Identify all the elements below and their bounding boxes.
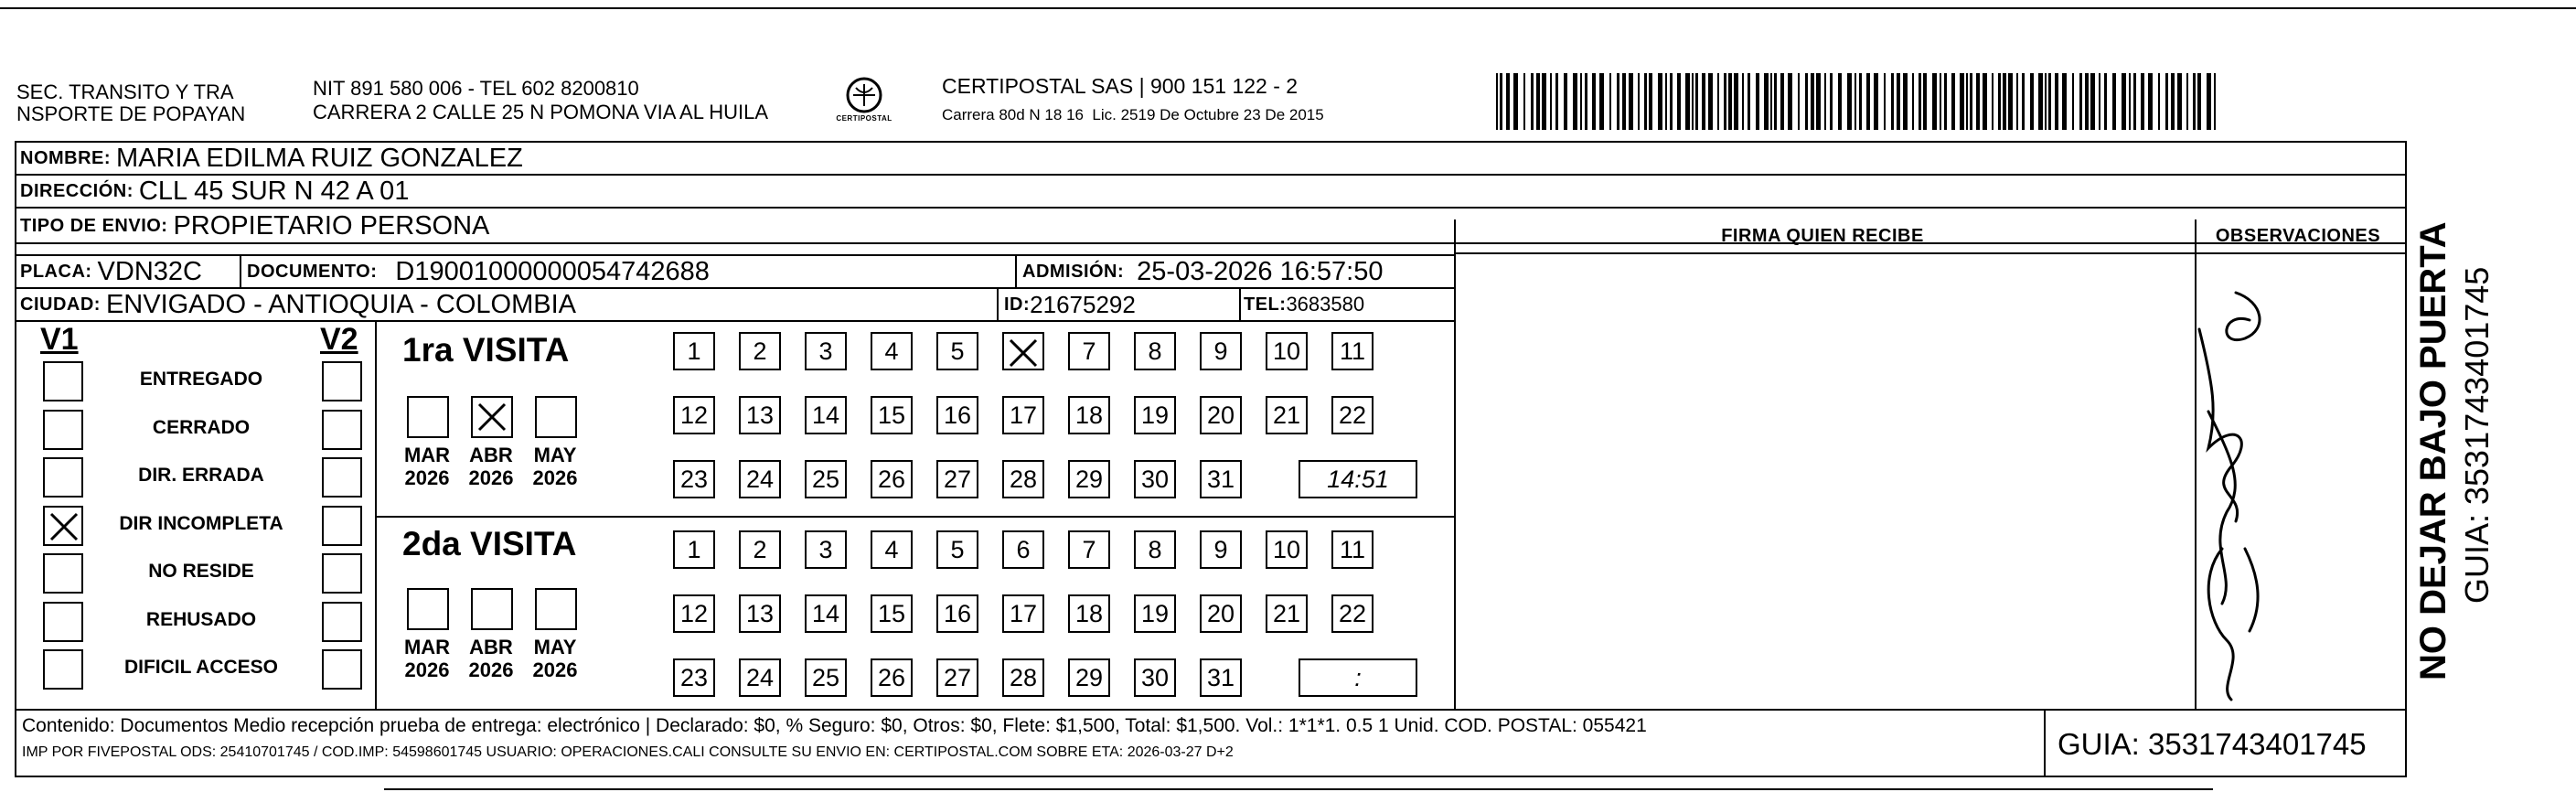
firma-header-underline [1456, 252, 2407, 254]
day-box: 2 [739, 332, 781, 370]
status-label: ENTREGADO [139, 369, 263, 390]
barcode-bar [1903, 73, 1908, 130]
barcode-bar [2171, 73, 2175, 130]
nombre-field [20, 141, 523, 176]
day-box: 8 [1134, 530, 1176, 569]
v1-label: V1 [40, 322, 79, 357]
status-label: DIR INCOMPLETA [119, 512, 283, 534]
day-box: 22 [1331, 396, 1374, 434]
agency-name-line1: SEC. TRANSITO Y TRA [16, 80, 234, 103]
month-year: 2026 [468, 466, 514, 489]
day-box [1002, 332, 1044, 370]
day-box: 7 [1068, 530, 1110, 569]
tipo-envio-value: PROPIETARIO PERSONA [173, 210, 490, 241]
scan-bottom-edge [384, 788, 2213, 790]
v2-checkbox [322, 410, 362, 450]
col-divider-id [997, 287, 999, 320]
footer-guia: GUIA: 3531743401745 [2058, 727, 2367, 761]
barcode-bar [1788, 73, 1792, 130]
barcode-bar [2165, 73, 2168, 130]
barcode-bar [1531, 73, 1534, 130]
direccion-label: DIRECCIÓN: [20, 180, 134, 201]
day-box: 17 [1002, 396, 1044, 434]
barcode-bar [1998, 73, 2001, 130]
day-box: 15 [871, 594, 913, 633]
barcode-bar [1884, 73, 1886, 130]
barcode-bar [1717, 73, 1719, 130]
ciudad-value: ENVIGADO - ANTIOQUIA - COLOMBIA [105, 289, 576, 319]
v2-label: V2 [320, 322, 358, 357]
barcode-bar [2122, 73, 2126, 130]
barcode-bar [1897, 73, 1900, 130]
day-box: 29 [1068, 460, 1110, 498]
row-divider-footer [15, 709, 2407, 711]
v2-checkbox [322, 506, 362, 546]
tel-value: 3683580 [1286, 293, 1365, 316]
day-box: 18 [1068, 396, 1110, 434]
month-name: MAR [403, 444, 451, 466]
barcode-bar [1756, 73, 1759, 130]
col-divider-admision [1015, 254, 1017, 287]
id-value: 21675292 [1030, 290, 1136, 318]
day-box: 26 [871, 658, 913, 697]
day-box: 19 [1134, 594, 1176, 633]
day-box: 28 [1002, 460, 1044, 498]
barcode-bar [1866, 73, 1870, 130]
barcode-bar [2022, 73, 2025, 130]
agency-name-line2: NSPORTE DE POPAYAN [16, 102, 246, 125]
day-box: 16 [936, 594, 978, 633]
v2-checkbox [322, 553, 362, 594]
barcode-bar [1824, 73, 1826, 130]
barcode-bar [1805, 73, 1808, 130]
month-label [395, 636, 459, 681]
v1-checkbox [43, 506, 83, 546]
barcode-bar [2072, 73, 2074, 130]
month-name: MAR [403, 636, 451, 658]
day-box: 22 [1331, 594, 1374, 633]
month-name: ABR [469, 444, 513, 466]
admision-value: 25-03-2026 16:57:50 [1137, 256, 1384, 286]
barcode-bar [1609, 73, 1611, 130]
day-box: 14 [805, 594, 847, 633]
barcode-bar [1536, 73, 1540, 130]
id-field [1004, 289, 1136, 320]
barcode-bar [1564, 73, 1567, 130]
day-box: 7 [1068, 332, 1110, 370]
month-year: 2026 [468, 658, 514, 681]
barcode-bar [2099, 73, 2100, 130]
month-name: MAY [533, 444, 577, 466]
day-box: 23 [673, 658, 715, 697]
barcode-bar [1658, 73, 1662, 130]
barcode-bar [1838, 73, 1842, 130]
barcode-bar [2062, 73, 2067, 130]
month-year: 2026 [404, 466, 450, 489]
barcode-bar [1617, 73, 1619, 130]
admision-label: ADMISIÓN: [1022, 261, 1125, 282]
day-box: 4 [871, 332, 913, 370]
barcode-bar [1649, 73, 1652, 130]
barcode-bar [1798, 73, 1800, 130]
v1-checkbox [43, 602, 83, 642]
barcode-bar [1970, 73, 1972, 130]
row-divider-6 [15, 320, 1454, 322]
day-box: 21 [1266, 396, 1308, 434]
status-label: REHUSADO [145, 608, 257, 630]
day-box: 21 [1266, 594, 1308, 633]
barcode-bar [1774, 73, 1777, 130]
day-box: 20 [1200, 396, 1242, 434]
day-box: 31 [1200, 658, 1242, 697]
ciudad-field [20, 289, 576, 320]
day-box: 30 [1134, 460, 1176, 498]
barcode-bar [1932, 73, 1937, 130]
month-label [395, 444, 459, 489]
barcode-bar [1951, 73, 1955, 130]
barcode-bar [2112, 73, 2116, 130]
barcode-bar [1677, 73, 1681, 130]
barcode-bar [1874, 73, 1878, 130]
placa-value: VDN32C [97, 256, 202, 286]
observaciones-label: OBSERVACIONES [2215, 225, 2381, 246]
firma-header [1456, 219, 2195, 252]
barcode-bar [1622, 73, 1626, 130]
month-checkbox [535, 588, 577, 630]
barcode-bar [2158, 73, 2160, 130]
day-box: 17 [1002, 594, 1044, 633]
v1-checkbox [43, 361, 83, 401]
month-label [523, 444, 587, 489]
day-box: 9 [1200, 332, 1242, 370]
barcode-bar [2055, 73, 2058, 130]
month-year: 2026 [404, 658, 450, 681]
barcode-bar [1742, 73, 1744, 130]
day-box: 23 [673, 460, 715, 498]
admision-field [1022, 256, 1383, 287]
barcode-bar [2193, 73, 2196, 130]
day-box: 30 [1134, 658, 1176, 697]
barcode-bar [1692, 73, 1694, 130]
day-box: 3 [805, 530, 847, 569]
v1-checkbox [43, 410, 83, 450]
col-divider-placa [240, 254, 241, 287]
time-box: : [1299, 658, 1417, 697]
month-year: 2026 [532, 466, 578, 489]
barcode-bar [2197, 73, 2201, 130]
barcode-bar [1542, 73, 1546, 130]
barcode-bar [1830, 73, 1833, 130]
barcode-bar [2008, 73, 2013, 130]
barcode-bar [1983, 73, 1987, 130]
v2-checkbox [322, 649, 362, 690]
tel-field [1244, 289, 1364, 320]
day-box: 24 [739, 460, 781, 498]
col-divider-guia [2044, 709, 2046, 777]
barcode-bar [1811, 73, 1814, 130]
documento-field [247, 256, 710, 287]
nit-line1: NIT 891 580 006 - TEL 602 8200810 [313, 77, 639, 100]
barcode-bar [2186, 73, 2188, 130]
id-label: ID: [1004, 294, 1031, 315]
day-box: 27 [936, 460, 978, 498]
v2-checkbox [322, 361, 362, 401]
barcode [1496, 73, 2228, 134]
barcode-bar [2048, 73, 2051, 130]
day-box: 25 [805, 658, 847, 697]
barcode-bar [2045, 73, 2047, 130]
day-box: 10 [1266, 332, 1308, 370]
barcode-bar [1912, 73, 1914, 130]
barcode-bar [1708, 73, 1713, 130]
day-box: 9 [1200, 530, 1242, 569]
time-box: 14:51 [1299, 460, 1417, 498]
status-label: DIR. ERRADA [138, 465, 264, 486]
barcode-bar [2003, 73, 2006, 130]
day-box: 20 [1200, 594, 1242, 633]
barcode-bar [1550, 73, 1552, 130]
month-label [459, 636, 523, 681]
status-label: CERRADO [152, 416, 251, 438]
barcode-bar [1944, 73, 1947, 130]
day-box: 4 [871, 530, 913, 569]
barcode-bar [1580, 73, 1582, 130]
day-box: 6 [1002, 530, 1044, 569]
month-checkbox [407, 588, 449, 630]
side-no-dejar: NO DEJAR BAJO PUERTA [2413, 221, 2453, 680]
barcode-bar [1685, 73, 1690, 130]
day-box: 15 [871, 396, 913, 434]
col-divider-status [375, 320, 377, 709]
day-box: 12 [673, 594, 715, 633]
barcode-bar [2016, 73, 2018, 130]
barcode-bar [2104, 73, 2107, 130]
certipostal-logo [834, 75, 894, 126]
barcode-bar [1573, 73, 1577, 130]
month-label [523, 636, 587, 681]
v2-checkbox [322, 602, 362, 642]
barcode-bar [1513, 73, 1518, 130]
direccion-value: CLL 45 SUR N 42 A 01 [138, 176, 410, 206]
barcode-bar [2085, 73, 2089, 130]
barcode-bar [1592, 73, 1596, 130]
barcode-bar [2177, 73, 2182, 130]
company-line2: Carrera 80d N 18 16 Lic. 2519 De Octubre 23 De 2015 [942, 106, 1324, 123]
tipo-envio-field [20, 209, 489, 243]
barcode-bar [1748, 73, 1750, 130]
barcode-bar [1992, 73, 1993, 130]
day-box: 3 [805, 332, 847, 370]
barcode-bar [1695, 73, 1698, 130]
nit-line2: CARRERA 2 CALLE 25 N POMONA VIA AL HUILA [313, 101, 769, 123]
barcode-bar [2090, 73, 2095, 130]
month-checkbox [471, 396, 513, 438]
barcode-bar [2148, 73, 2153, 130]
barcode-bar [1734, 73, 1738, 130]
documento-label: DOCUMENTO: [247, 261, 378, 282]
barcode-bar [2038, 73, 2043, 130]
barcode-bar [1585, 73, 1587, 130]
barcode-bar [1891, 73, 1894, 130]
barcode-bar [1923, 73, 1927, 130]
company-line1: CERTIPOSTAL SAS | 900 151 122 - 2 [942, 74, 1299, 98]
placa-field [20, 256, 202, 287]
barcode-bar [1555, 73, 1558, 130]
nombre-value: MARIA EDILMA RUIZ GONZALEZ [116, 143, 523, 173]
documento-value: D19001000000054742688 [395, 256, 710, 286]
day-box: 1 [673, 332, 715, 370]
day-box: 8 [1134, 332, 1176, 370]
day-box: 5 [936, 332, 978, 370]
barcode-bar [1770, 73, 1772, 130]
day-box: 14 [805, 396, 847, 434]
firma-label: FIRMA QUIEN RECIBE [1721, 225, 1924, 246]
barcode-bar [1859, 73, 1862, 130]
observaciones-header [2197, 219, 2405, 252]
logo-text: CERTIPOSTAL [836, 114, 893, 123]
day-box: 18 [1068, 594, 1110, 633]
barcode-bar [1816, 73, 1821, 130]
day-box: 13 [739, 396, 781, 434]
day-box: 1 [673, 530, 715, 569]
month-name: ABR [469, 636, 513, 658]
v1-checkbox [43, 457, 83, 498]
barcode-bar [1855, 73, 1856, 130]
day-box: 2 [739, 530, 781, 569]
month-year: 2026 [532, 658, 578, 681]
day-box: 16 [936, 396, 978, 434]
visit2-title: 2da VISITA [402, 525, 577, 562]
barcode-bar [2129, 73, 2131, 130]
day-box: 26 [871, 460, 913, 498]
day-box: 11 [1331, 332, 1374, 370]
side-guia: GUIA: 3531743401745 [2458, 266, 2496, 604]
day-box: 11 [1331, 530, 1374, 569]
day-box: 28 [1002, 658, 1044, 697]
day-box: 10 [1266, 530, 1308, 569]
col-divider-tel [1239, 287, 1241, 320]
barcode-bar [1599, 73, 1604, 130]
barcode-bar [1847, 73, 1852, 130]
ciudad-label: CIUDAD: [20, 294, 101, 315]
barcode-bar [1960, 73, 1964, 130]
barcode-bar [1670, 73, 1673, 130]
barcode-bar [2214, 73, 2216, 130]
barcode-bar [2079, 73, 2082, 130]
barcode-bar [1629, 73, 1633, 130]
month-name: MAY [533, 636, 577, 658]
visit1-title: 1ra VISITA [402, 331, 570, 369]
nombre-label: NOMBRE: [20, 147, 112, 168]
barcode-bar [2141, 73, 2144, 130]
barcode-bar [1724, 73, 1726, 130]
status-label: NO RESIDE [148, 561, 254, 582]
barcode-bar [1702, 73, 1705, 130]
barcode-bar [1500, 73, 1502, 130]
tel-label: TEL: [1244, 294, 1287, 315]
placa-label: PLACA: [20, 261, 92, 282]
barcode-bar [1523, 73, 1525, 130]
barcode-bar [1665, 73, 1667, 130]
direccion-field [20, 175, 409, 208]
barcode-bar [2207, 73, 2211, 130]
barcode-bar [2133, 73, 2136, 130]
month-checkbox [407, 396, 449, 438]
month-label [459, 444, 523, 489]
day-box: 5 [936, 530, 978, 569]
barcode-bar [1764, 73, 1769, 130]
col-divider-signature [1454, 219, 1456, 709]
v1-checkbox [43, 553, 83, 594]
barcode-bar [1506, 73, 1510, 130]
month-checkbox [471, 588, 513, 630]
tipo-envio-label: TIPO DE ENVIO: [20, 215, 168, 236]
v2-checkbox [322, 457, 362, 498]
barcode-bar [1919, 73, 1921, 130]
barcode-bar [1728, 73, 1732, 130]
day-box: 24 [739, 658, 781, 697]
barcode-bar [2030, 73, 2034, 130]
barcode-bar [1638, 73, 1640, 130]
footer-print-line: IMP POR FIVEPOSTAL ODS: 25410701745 / COD.IMP: 54598601745 USUARIO: OPERACIONES.CALI CONSULTE SU ENVIO EN: CERTIPOSTAL.COM SOBRE ETA: 2026-03-27 D+2 [22, 744, 1234, 760]
recipient-signature [2181, 274, 2291, 704]
barcode-bar [1966, 73, 1968, 130]
day-box: 29 [1068, 658, 1110, 697]
day-box: 27 [936, 658, 978, 697]
v1-checkbox [43, 649, 83, 690]
day-box: 31 [1200, 460, 1242, 498]
col-divider-visit-mid [375, 516, 1454, 518]
footer-content-line: Contenido: Documentos Medio recepción prueba de entrega: electrónico | Declarado: $0, % Seguro: $0, Otros: $0, Flete: $1,500, Total: $1,500. Vol.: 1*1*1. 0.5 1 Unid. COD. POSTAL: 055421 [22, 715, 1647, 736]
barcode-bar [1976, 73, 1980, 130]
scan-top-edge [0, 7, 2576, 9]
barcode-bar [1780, 73, 1784, 130]
barcode-bar [1940, 73, 1941, 130]
day-box: 12 [673, 396, 715, 434]
status-label: DIFICIL ACCESO [123, 657, 278, 678]
month-checkbox [535, 396, 577, 438]
day-box: 25 [805, 460, 847, 498]
day-box: 13 [739, 594, 781, 633]
day-box: 19 [1134, 396, 1176, 434]
barcode-bar [1644, 73, 1647, 130]
barcode-bar [1496, 73, 1498, 130]
